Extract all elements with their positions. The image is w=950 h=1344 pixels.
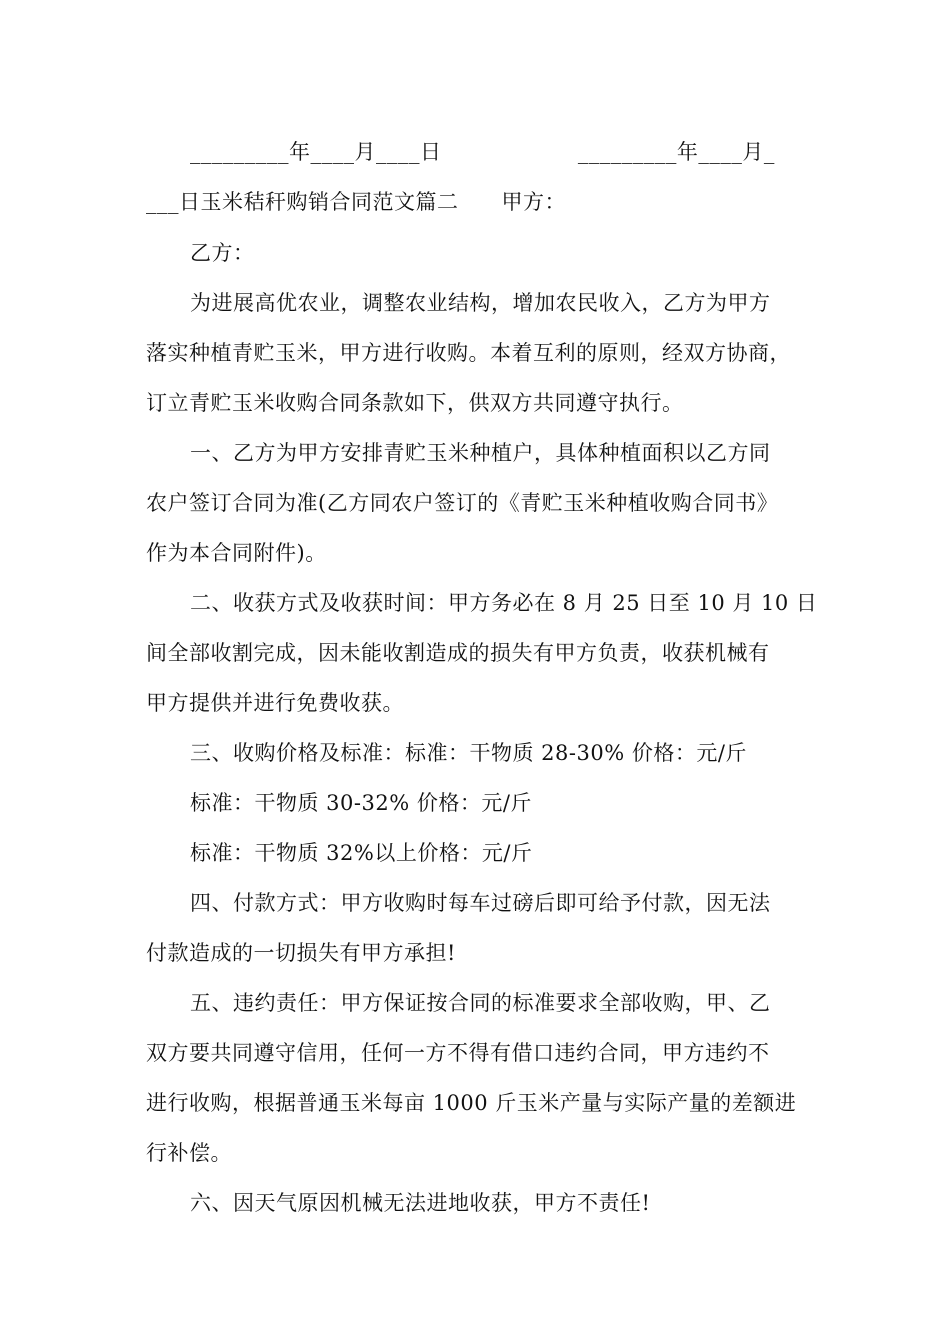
preamble-line-2: 落实种植青贮玉米，甲方进行收购。本着互利的原则，经双方协商， [146, 341, 791, 365]
party-b-line: 乙方： [190, 241, 255, 265]
clause-5-line-1: 五、违约责任：甲方保证按合同的标准要求全部收购，甲、乙 [190, 991, 771, 1015]
preamble-line-1: 为进展高优农业，调整农业结构，增加农民收入，乙方为甲方 [190, 291, 771, 315]
clause-1-line-3: 作为本合同附件)。 [146, 541, 327, 565]
clause-2-line-2: 间全部收割完成，因未能收割造成的损失有甲方负责，收获机械有 [146, 641, 770, 665]
clause-6-line-1: 六、因天气原因机械无法进地收获，甲方不责任! [190, 1191, 651, 1215]
clause-4-line-2: 付款造成的一切损失有甲方承担! [146, 941, 456, 965]
clause-3-line-2: 标准：干物质 30-32% 价格：元/斤 [190, 791, 532, 815]
clause-3-line-1: 三、收购价格及标准：标准：干物质 28-30% 价格：元/斤 [190, 741, 747, 765]
preamble-line-3: 订立青贮玉米收购合同条款如下，供双方共同遵守执行。 [146, 391, 684, 415]
clause-4-line-1: 四、付款方式：甲方收购时每车过磅后即可给予付款，因无法 [190, 891, 771, 915]
clause-3-line-3: 标准：干物质 32%以上价格：元/斤 [190, 841, 533, 865]
clause-1-line-1: 一、乙方为甲方安排青贮玉米种植户，具体种植面积以乙方同 [190, 441, 771, 465]
clause-5-line-3: 进行收购，根据普通玉米每亩 1000 斤玉米产量与实际产量的差额进 [146, 1091, 797, 1115]
title-and-party-a-line: ___日玉米秸秆购销合同范文篇二 甲方： [146, 190, 567, 214]
clause-5-line-2: 双方要共同遵守信用，任何一方不得有借口违约合同，甲方违约不 [146, 1041, 770, 1065]
date-line-1: _________年____月____日 _________年____月_ [190, 140, 775, 164]
clause-5-line-4: 行补偿。 [146, 1141, 232, 1165]
clause-2-line-1: 二、收获方式及收获时间：甲方务必在 8 月 25 日至 10 月 10 日 [190, 591, 818, 615]
clause-2-line-3: 甲方提供并进行免费收获。 [146, 691, 404, 715]
clause-1-line-2: 农户签订合同为准(乙方同农户签订的《青贮玉米种植收购合同书》 [146, 491, 779, 515]
